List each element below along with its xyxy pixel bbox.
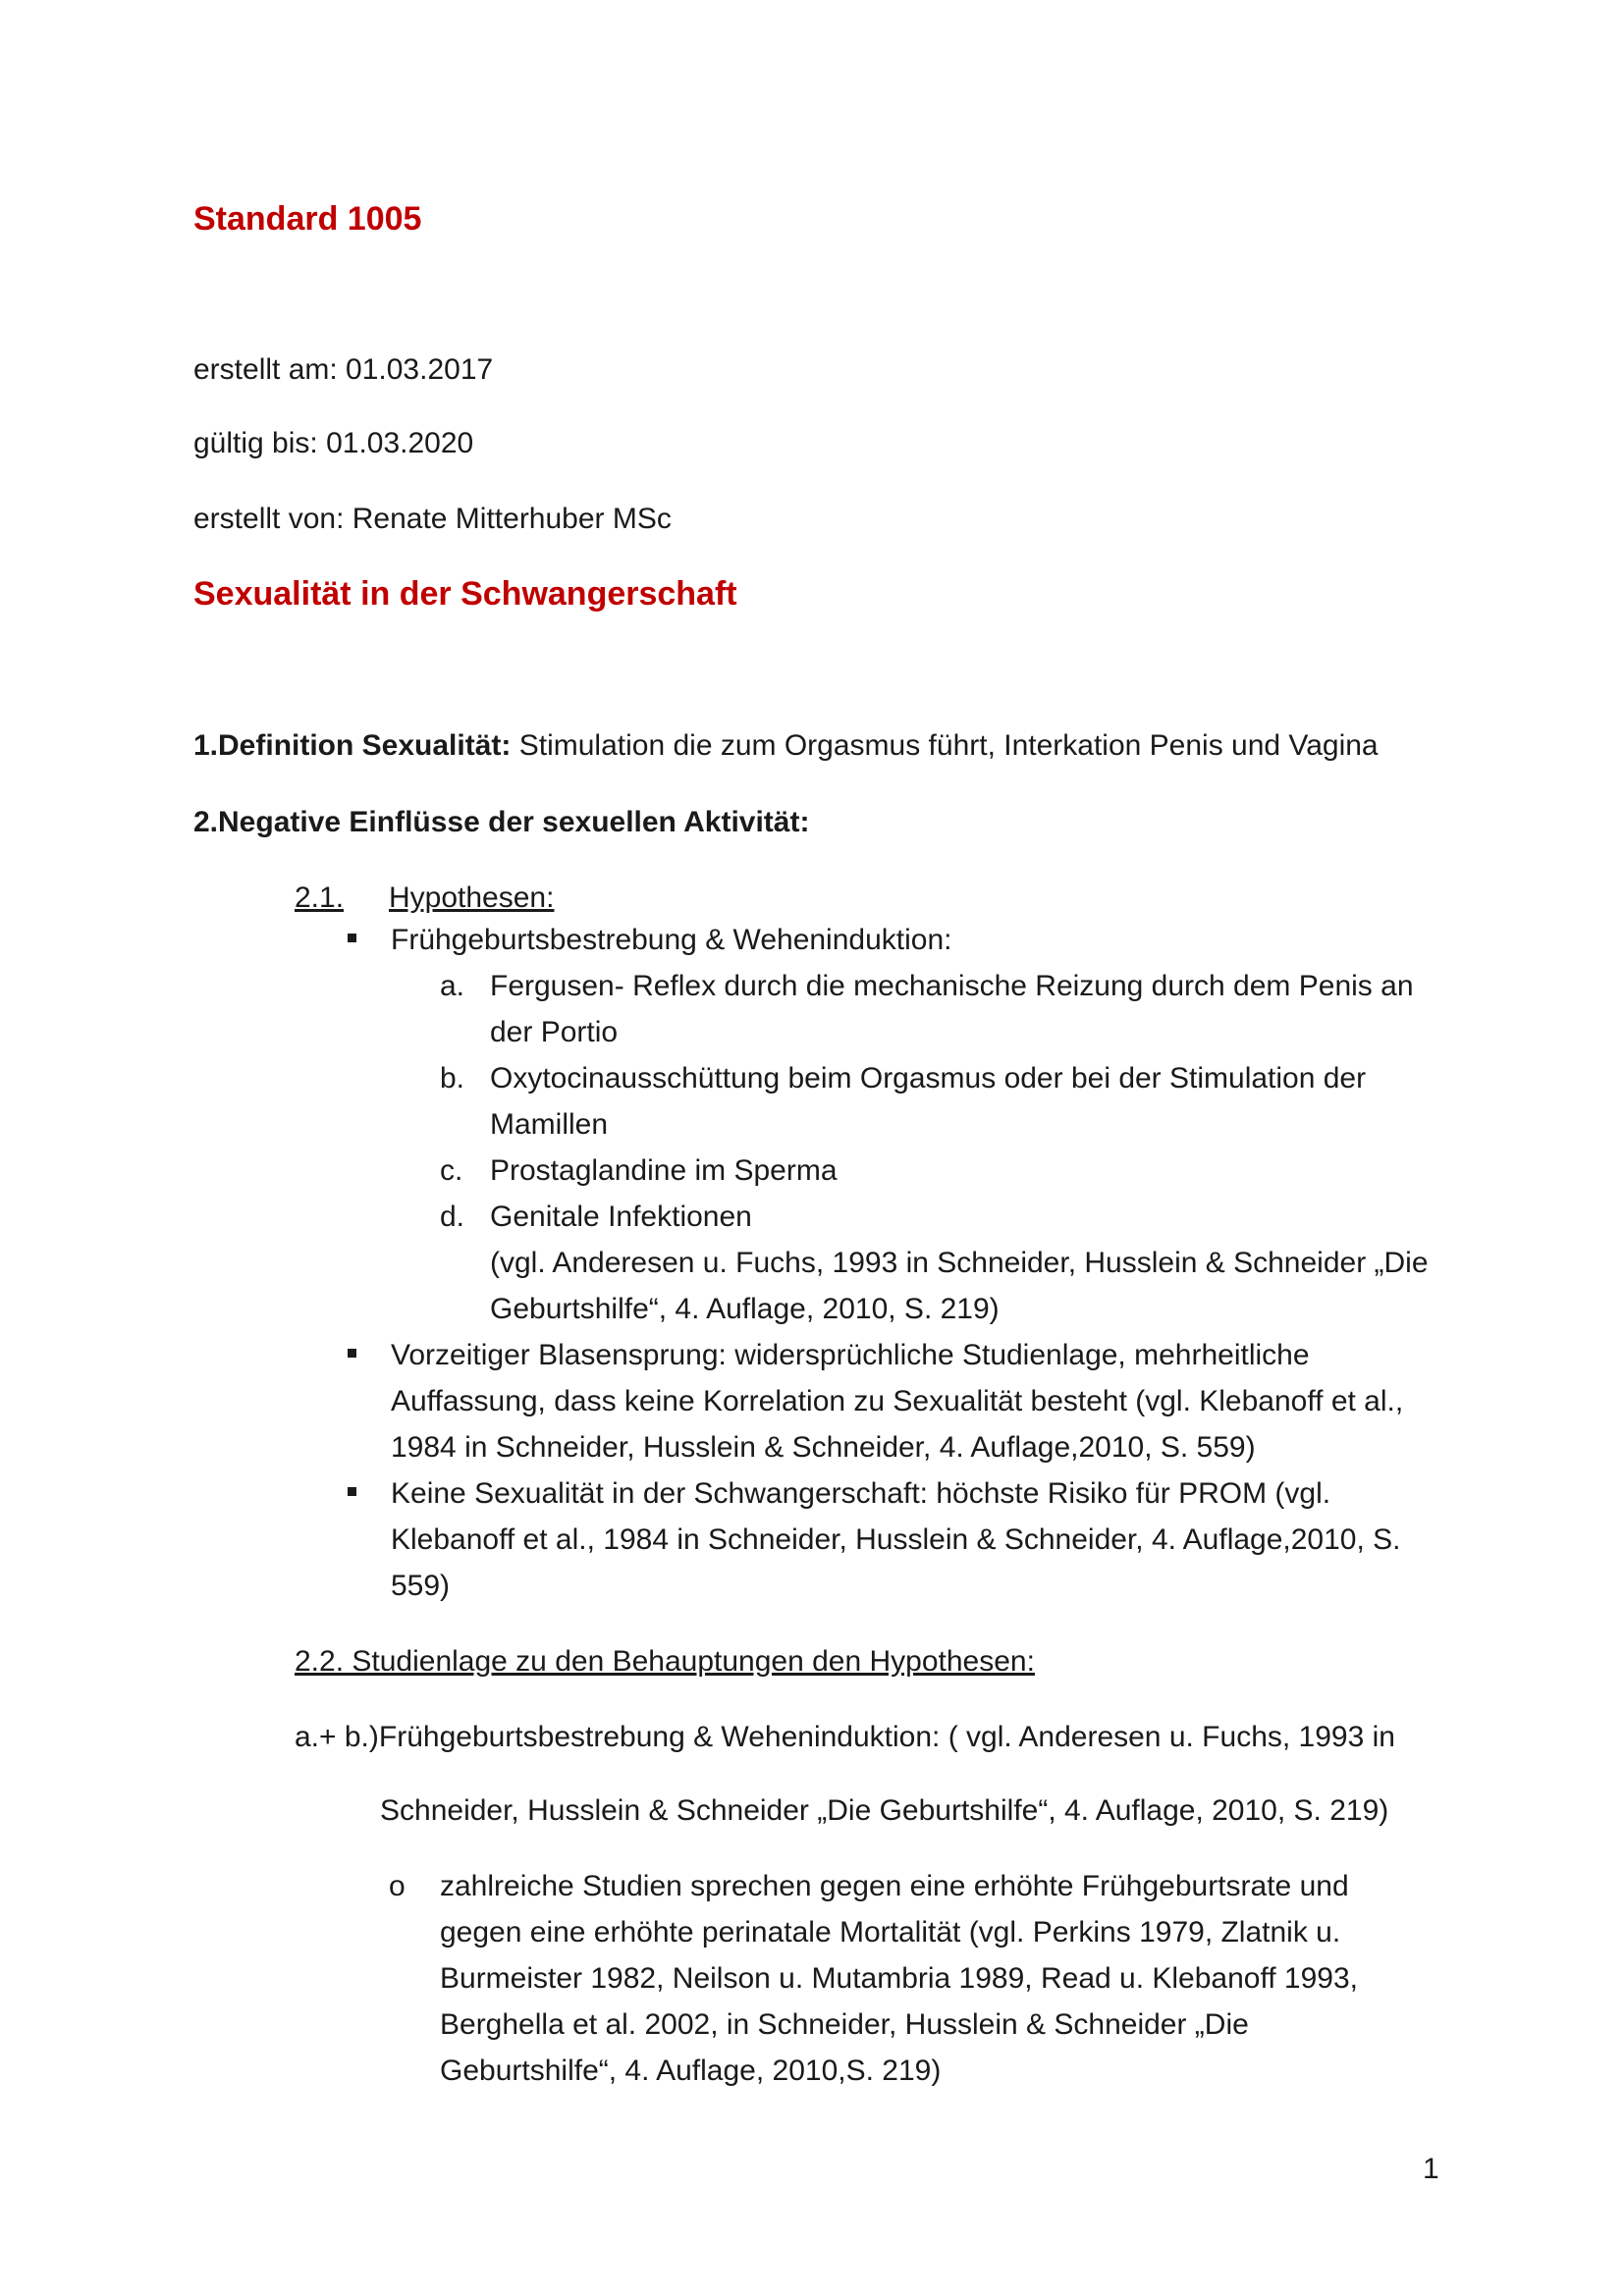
item-a-line2: der Portio — [490, 1016, 619, 1048]
created-on: erstellt am: 01.03.2017 — [193, 353, 494, 386]
item-b-line1: Oxytocinausschüttung beim Orgasmus oder bei der Stimulation der — [490, 1062, 1367, 1095]
circle-line3: Burmeister 1982, Neilson u. Mutambria 1989, Read u. Klebanoff 1993, — [440, 1962, 1359, 1995]
bullet2-line3: 1984 in Schneider, Husslein & Schneider, 4. Auflage,2010, S. 559) — [391, 1431, 1256, 1464]
circle-bullet-marker: o — [389, 1870, 406, 1902]
topic-title: Sexualität in der Schwangerschaft — [193, 575, 737, 613]
ab-line2: Schneider, Husslein & Schneider „Die Geburtshilfe“, 4. Auflage, 2010, S. 219) — [380, 1794, 1389, 1827]
sub1-number: 2.1. — [295, 881, 345, 914]
bullet3-line2: Klebanoff et al., 1984 in Schneider, Husslein & Schneider, 4. Auflage,2010, S. — [391, 1523, 1401, 1556]
circle-line2: gegen eine erhöhte perinatale Mortalität (vgl. Perkins 1979, Zlatnik u. — [440, 1916, 1341, 1949]
standard-title: Standard 1005 — [193, 200, 422, 238]
circle-line5: Geburtshilfe“, 4. Auflage, 2010,S. 219) — [440, 2055, 942, 2087]
item-d-marker: d. — [440, 1201, 465, 1233]
item-a-marker: a. — [440, 970, 465, 1002]
circle-line4: Berghella et al. 2002, in Schneider, Husslein & Schneider „Die — [440, 2008, 1249, 2041]
created-by: erstellt von: Renate Mitterhuber MSc — [193, 503, 672, 535]
section1-label: 1.Definition Sexualität: — [193, 729, 512, 762]
section1-text: Stimulation die zum Orgasmus führt, Interkation Penis und Vagina — [511, 729, 1379, 762]
bullet3-line1: Keine Sexualität in der Schwangerschaft: höchste Risiko für PROM (vgl. — [391, 1477, 1331, 1510]
section1-definition — [193, 728, 1379, 764]
item-d-line1: Genitale Infektionen — [490, 1201, 752, 1233]
valid-until: gültig bis: 01.03.2020 — [193, 427, 474, 459]
sub2-title: 2.2. Studienlage zu den Behauptungen den Hypothesen: — [295, 1645, 1035, 1678]
bullet-square-icon — [348, 934, 356, 942]
item-c-line1: Prostaglandine im Sperma — [490, 1154, 838, 1187]
item-b-line2: Mamillen — [490, 1108, 609, 1141]
sub1-title: Hypothesen: — [389, 881, 555, 914]
citation-line2: Geburtshilfe“, 4. Auflage, 2010, S. 219) — [490, 1293, 1000, 1325]
citation-line1: (vgl. Anderesen u. Fuchs, 1993 in Schneider, Husslein & Schneider „Die — [490, 1247, 1429, 1279]
section2-heading: 2.Negative Einflüsse der sexuellen Aktivität: — [193, 806, 810, 838]
bullet-square-icon — [348, 1487, 356, 1496]
bullet1-text: Frühgeburtsbestrebung & Weheninduktion: — [391, 924, 952, 956]
bullet-square-icon — [348, 1349, 356, 1358]
item-c-marker: c. — [440, 1154, 463, 1187]
ab-line1: a.+ b.)Frühgeburtsbestrebung & Weheninduktion: ( vgl. Anderesen u. Fuchs, 1993 in — [295, 1721, 1395, 1753]
item-a-line1: Fergusen- Reflex durch die mechanische Reizung durch dem Penis an — [490, 970, 1414, 1002]
item-b-marker: b. — [440, 1062, 465, 1095]
circle-line1: zahlreiche Studien sprechen gegen eine erhöhte Frühgeburtsrate und — [440, 1870, 1349, 1902]
bullet2-line1: Vorzeitiger Blasensprung: widersprüchliche Studienlage, mehrheitliche — [391, 1339, 1310, 1371]
page-number: 1 — [1423, 2153, 1439, 2185]
bullet2-line2: Auffassung, dass keine Korrelation zu Sexualität besteht (vgl. Klebanoff et al., — [391, 1385, 1404, 1417]
bullet3-line3: 559) — [391, 1570, 451, 1602]
